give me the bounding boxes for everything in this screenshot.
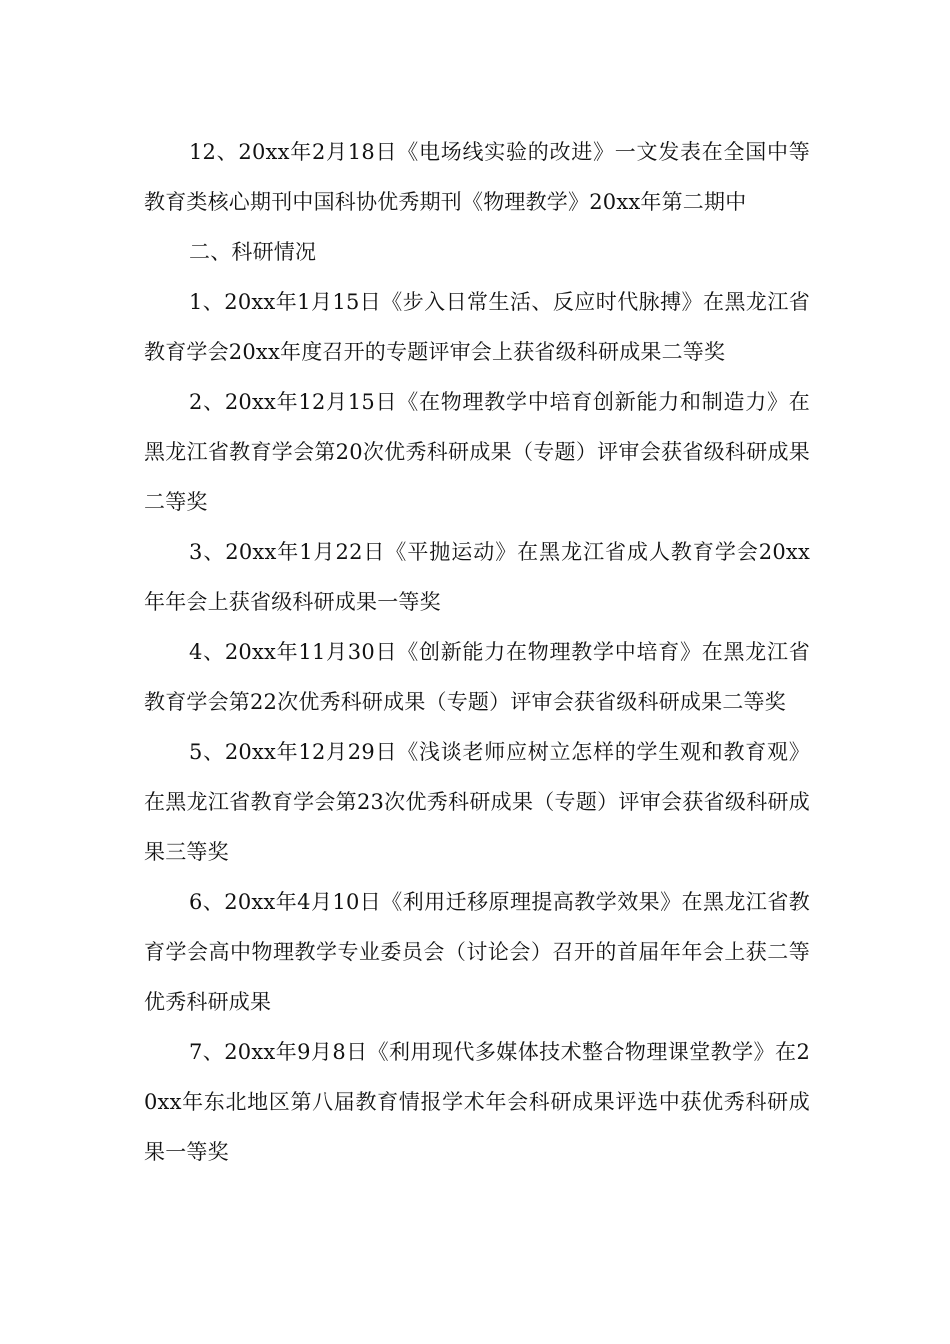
paragraph-research-7: 7、20xx年9月8日《利用现代多媒体技术整合物理课堂教学》在20xx年东北地区第八届教育情报学术年会科研成果评选中获优秀科研成果一等奖 — [144, 1040, 810, 1164]
paragraph-research-1: 1、20xx年1月15日《步入日常生活、反应时代脉搏》在黑龙江省教育学会20xx年度召开的专题评审会上获省级科研成果二等奖 — [144, 290, 810, 364]
paragraph-research-4: 4、20xx年11月30日《创新能力在物理教学中培育》在黑龙江省教育学会第22次优秀科研成果（专题）评审会获省级科研成果二等奖 — [144, 640, 810, 714]
paragraph-research-2: 2、20xx年12月15日《在物理教学中培育创新能力和制造力》在黑龙江省教育学会第20次优秀科研成果（专题）评审会获省级科研成果二等奖 — [144, 390, 810, 514]
section-heading-research: 二、科研情况 — [189, 240, 317, 264]
paragraph-research-6: 6、20xx年4月10日《利用迁移原理提高教学效果》在黑龙江省教育学会高中物理教学专业委员会（讨论会）召开的首届年年会上获二等优秀科研成果 — [144, 890, 810, 1014]
paragraph-item-12-publication: 12、20xx年2月18日《电场线实验的改进》一文发表在全国中等教育类核心期刊中国科协优秀期刊《物理教学》20xx年第二期中 — [144, 140, 810, 214]
document-body — [144, 127, 810, 1177]
paragraph-research-5: 5、20xx年12月29日《浅谈老师应树立怎样的学生观和教育观》在黑龙江省教育学会第23次优秀科研成果（专题）评审会获省级科研成果三等奖 — [144, 740, 810, 864]
paragraph-research-3: 3、20xx年1月22日《平抛运动》在黑龙江省成人教育学会20xx年年会上获省级科研成果一等奖 — [144, 540, 810, 614]
